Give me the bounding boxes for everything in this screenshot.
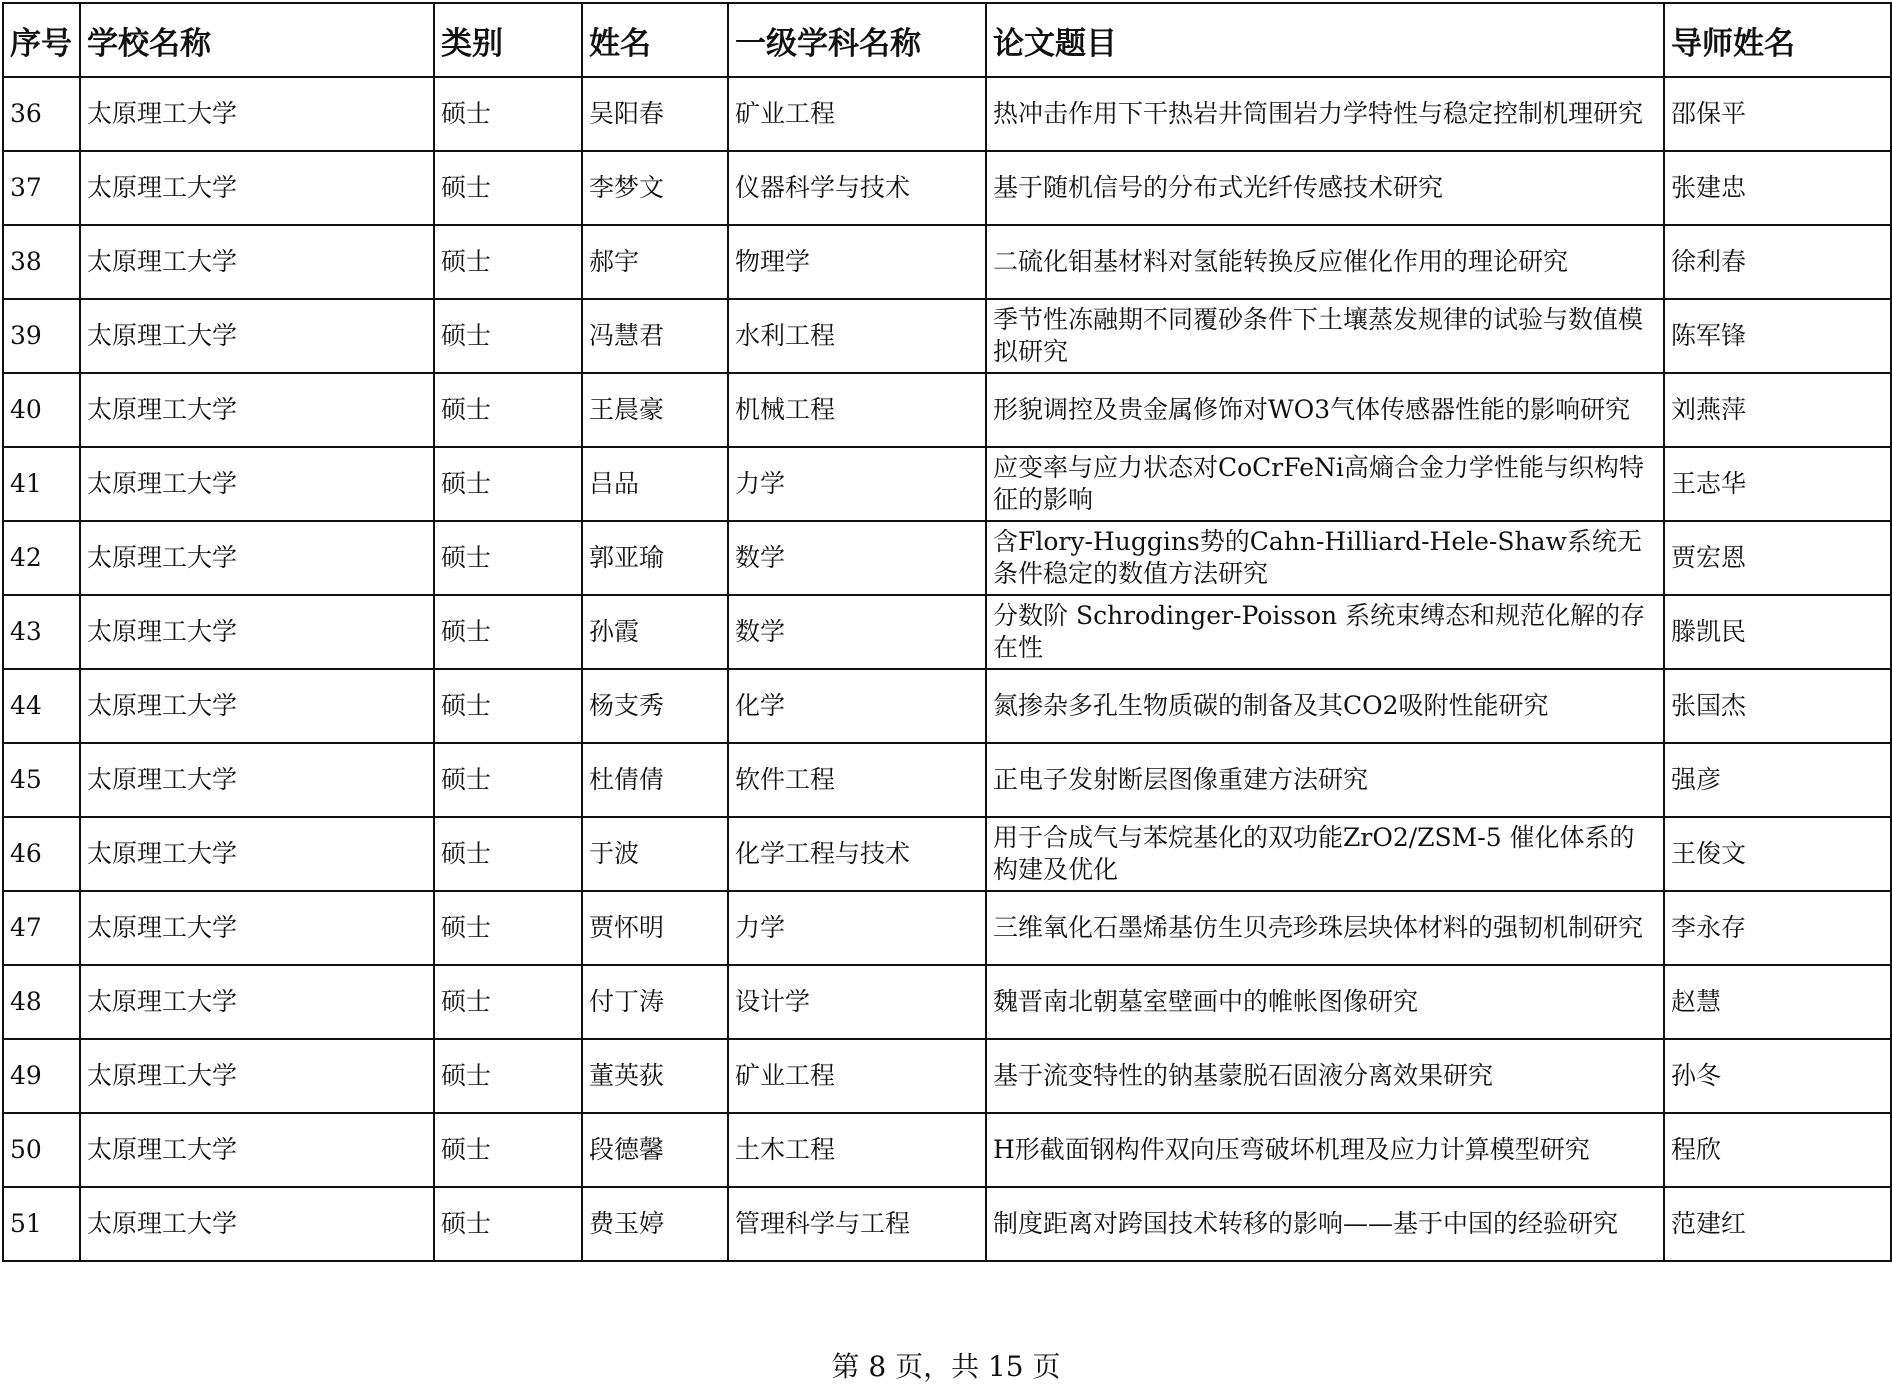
cell-name: 吴阳春: [582, 77, 728, 151]
cell-title: 魏晋南北朝墓室壁画中的帷帐图像研究: [986, 965, 1664, 1039]
header-type: 类别: [434, 3, 582, 77]
cell-school: 太原理工大学: [80, 817, 434, 891]
cell-discipline: 仪器科学与技术: [728, 151, 986, 225]
header-name: 姓名: [582, 3, 728, 77]
cell-no: 43: [3, 595, 80, 669]
page-footer: 第 8 页，共 15 页: [831, 1350, 1061, 1383]
cell-no: 37: [3, 151, 80, 225]
cell-type: 硕士: [434, 447, 582, 521]
cell-discipline: 力学: [728, 447, 986, 521]
cell-title: 应变率与应力状态对CoCrFeNi高熵合金力学性能与织构特征的影响: [986, 447, 1664, 521]
cell-discipline: 数学: [728, 595, 986, 669]
cell-discipline: 水利工程: [728, 299, 986, 373]
cell-school: 太原理工大学: [80, 595, 434, 669]
cell-discipline: 物理学: [728, 225, 986, 299]
cell-title: 二硫化钼基材料对氢能转换反应催化作用的理论研究: [986, 225, 1664, 299]
cell-no: 51: [3, 1187, 80, 1261]
header-row: [3, 3, 1891, 77]
cell-type: 硕士: [434, 595, 582, 669]
table-row: [3, 965, 1891, 1039]
cell-school: 太原理工大学: [80, 1039, 434, 1113]
cell-title: 基于流变特性的钠基蒙脱石固液分离效果研究: [986, 1039, 1664, 1113]
cell-name: 郝宇: [582, 225, 728, 299]
cell-advisor: 贾宏恩: [1664, 521, 1891, 595]
table-row: [3, 817, 1891, 891]
cell-school: 太原理工大学: [80, 743, 434, 817]
cell-advisor: 徐利春: [1664, 225, 1891, 299]
cell-no: 44: [3, 669, 80, 743]
cell-school: 太原理工大学: [80, 1187, 434, 1261]
cell-advisor: 陈军锋: [1664, 299, 1891, 373]
table-row: [3, 669, 1891, 743]
cell-type: 硕士: [434, 1113, 582, 1187]
thesis-table: [2, 2, 1892, 1262]
header-discipline: 一级学科名称: [728, 3, 986, 77]
cell-advisor: 范建红: [1664, 1187, 1891, 1261]
header-school: 学校名称: [80, 3, 434, 77]
cell-type: 硕士: [434, 891, 582, 965]
cell-school: 太原理工大学: [80, 299, 434, 373]
cell-school: 太原理工大学: [80, 77, 434, 151]
cell-discipline: 管理科学与工程: [728, 1187, 986, 1261]
cell-no: 36: [3, 77, 80, 151]
cell-advisor: 强彦: [1664, 743, 1891, 817]
cell-discipline: 机械工程: [728, 373, 986, 447]
cell-name: 段德馨: [582, 1113, 728, 1187]
cell-title: 用于合成气与苯烷基化的双功能ZrO2/ZSM-5 催化体系的构建及优化: [986, 817, 1664, 891]
table-row: [3, 1187, 1891, 1261]
cell-no: 45: [3, 743, 80, 817]
cell-name: 李梦文: [582, 151, 728, 225]
cell-no: 46: [3, 817, 80, 891]
table-row: [3, 521, 1891, 595]
cell-type: 硕士: [434, 965, 582, 1039]
cell-discipline: 设计学: [728, 965, 986, 1039]
cell-discipline: 土木工程: [728, 1113, 986, 1187]
cell-name: 贾怀明: [582, 891, 728, 965]
table-row: [3, 891, 1891, 965]
cell-advisor: 刘燕萍: [1664, 373, 1891, 447]
cell-title: 含Flory-Huggins势的Cahn-Hilliard-Hele-Shaw系统无条件稳定的数值方法研究: [986, 521, 1664, 595]
cell-school: 太原理工大学: [80, 521, 434, 595]
table-row: [3, 1113, 1891, 1187]
cell-no: 40: [3, 373, 80, 447]
cell-advisor: 孙冬: [1664, 1039, 1891, 1113]
cell-name: 付丁涛: [582, 965, 728, 1039]
cell-school: 太原理工大学: [80, 1113, 434, 1187]
cell-name: 杜倩倩: [582, 743, 728, 817]
table-row: [3, 77, 1891, 151]
cell-title: 形貌调控及贵金属修饰对WO3气体传感器性能的影响研究: [986, 373, 1664, 447]
cell-type: 硕士: [434, 743, 582, 817]
cell-title: 基于随机信号的分布式光纤传感技术研究: [986, 151, 1664, 225]
cell-no: 47: [3, 891, 80, 965]
cell-name: 王晨豪: [582, 373, 728, 447]
cell-advisor: 程欣: [1664, 1113, 1891, 1187]
cell-discipline: 软件工程: [728, 743, 986, 817]
cell-title: 正电子发射断层图像重建方法研究: [986, 743, 1664, 817]
cell-no: 50: [3, 1113, 80, 1187]
cell-name: 孙霞: [582, 595, 728, 669]
table-row: [3, 447, 1891, 521]
cell-advisor: 滕凯民: [1664, 595, 1891, 669]
cell-type: 硕士: [434, 1039, 582, 1113]
cell-discipline: 化学: [728, 669, 986, 743]
cell-no: 38: [3, 225, 80, 299]
cell-no: 48: [3, 965, 80, 1039]
cell-type: 硕士: [434, 817, 582, 891]
cell-no: 49: [3, 1039, 80, 1113]
cell-discipline: 化学工程与技术: [728, 817, 986, 891]
header-advisor: 导师姓名: [1664, 3, 1891, 77]
cell-advisor: 赵慧: [1664, 965, 1891, 1039]
cell-no: 41: [3, 447, 80, 521]
header-no: 序号: [3, 3, 80, 77]
cell-school: 太原理工大学: [80, 447, 434, 521]
cell-name: 董英荻: [582, 1039, 728, 1113]
cell-school: 太原理工大学: [80, 151, 434, 225]
cell-type: 硕士: [434, 151, 582, 225]
table-row: [3, 373, 1891, 447]
table-row: [3, 299, 1891, 373]
cell-advisor: 王志华: [1664, 447, 1891, 521]
cell-type: 硕士: [434, 299, 582, 373]
cell-type: 硕士: [434, 77, 582, 151]
cell-type: 硕士: [434, 1187, 582, 1261]
table-row: [3, 225, 1891, 299]
cell-title: 氮掺杂多孔生物质碳的制备及其CO2吸附性能研究: [986, 669, 1664, 743]
table-row: [3, 151, 1891, 225]
cell-title: 三维氧化石墨烯基仿生贝壳珍珠层块体材料的强韧机制研究: [986, 891, 1664, 965]
cell-title: 制度距离对跨国技术转移的影响——基于中国的经验研究: [986, 1187, 1664, 1261]
cell-name: 杨支秀: [582, 669, 728, 743]
cell-school: 太原理工大学: [80, 669, 434, 743]
cell-type: 硕士: [434, 521, 582, 595]
cell-advisor: 张建忠: [1664, 151, 1891, 225]
cell-name: 于波: [582, 817, 728, 891]
cell-name: 郭亚瑜: [582, 521, 728, 595]
cell-name: 吕品: [582, 447, 728, 521]
cell-discipline: 矿业工程: [728, 1039, 986, 1113]
cell-discipline: 力学: [728, 891, 986, 965]
cell-type: 硕士: [434, 373, 582, 447]
cell-title: 季节性冻融期不同覆砂条件下土壤蒸发规律的试验与数值模拟研究: [986, 299, 1664, 373]
table-row: [3, 1039, 1891, 1113]
cell-no: 42: [3, 521, 80, 595]
cell-name: 费玉婷: [582, 1187, 728, 1261]
cell-school: 太原理工大学: [80, 225, 434, 299]
header-title: 论文题目: [986, 3, 1664, 77]
table-row: [3, 595, 1891, 669]
cell-no: 39: [3, 299, 80, 373]
cell-school: 太原理工大学: [80, 373, 434, 447]
cell-advisor: 李永存: [1664, 891, 1891, 965]
cell-discipline: 数学: [728, 521, 986, 595]
cell-title: H形截面钢构件双向压弯破坏机理及应力计算模型研究: [986, 1113, 1664, 1187]
cell-advisor: 邵保平: [1664, 77, 1891, 151]
cell-name: 冯慧君: [582, 299, 728, 373]
table-row: [3, 743, 1891, 817]
cell-school: 太原理工大学: [80, 965, 434, 1039]
cell-title: 热冲击作用下干热岩井筒围岩力学特性与稳定控制机理研究: [986, 77, 1664, 151]
cell-advisor: 王俊文: [1664, 817, 1891, 891]
cell-school: 太原理工大学: [80, 891, 434, 965]
cell-type: 硕士: [434, 669, 582, 743]
cell-advisor: 张国杰: [1664, 669, 1891, 743]
cell-discipline: 矿业工程: [728, 77, 986, 151]
cell-title: 分数阶 Schrodinger-Poisson 系统束缚态和规范化解的存在性: [986, 595, 1664, 669]
cell-type: 硕士: [434, 225, 582, 299]
